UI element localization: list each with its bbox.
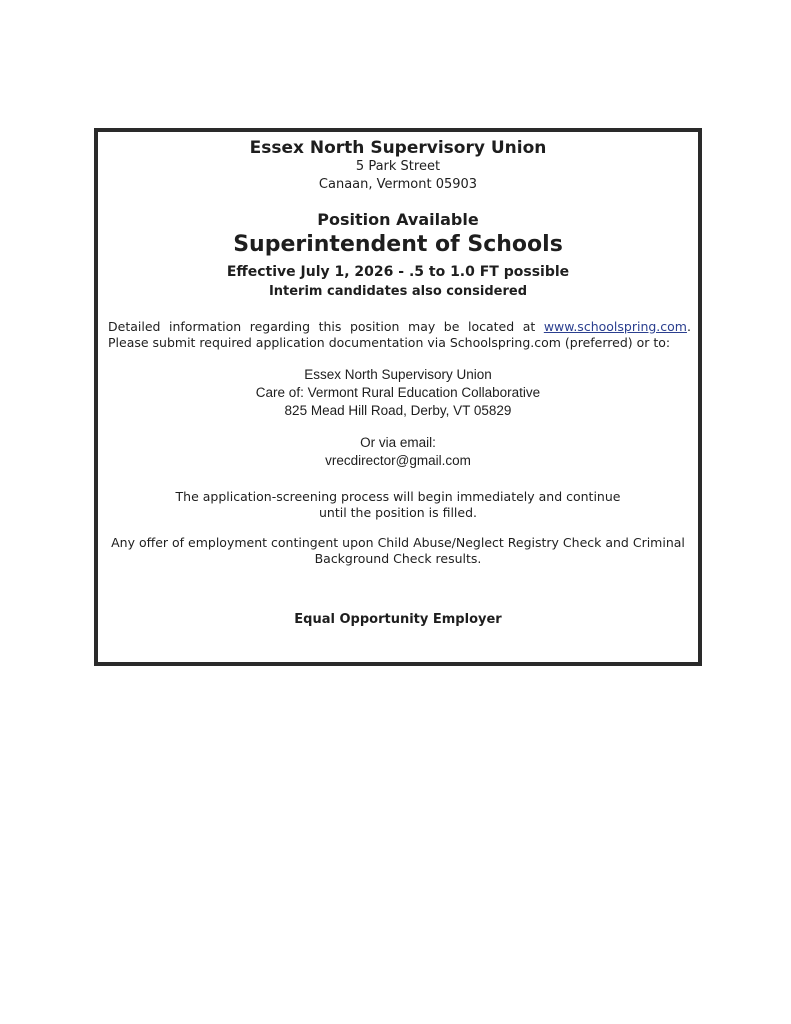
job-posting-box (94, 128, 702, 666)
details-paragraph (108, 319, 691, 351)
details-word: may (408, 319, 436, 334)
address-line-2: Care of: Vermont Rural Education Collaborative (255, 385, 541, 400)
details-word: be (443, 319, 460, 334)
details-line-2: Please submit required application documentation via Schoolspring.com (preferred) or to: (108, 335, 671, 350)
schoolspring-link[interactable]: www.schoolspring.com (543, 319, 687, 334)
details-word: located (467, 319, 515, 334)
schoolspring-link-wrap (544, 319, 691, 335)
screening-notice (98, 489, 698, 520)
org-name: Essex North Supervisory Union (249, 138, 547, 158)
screening-line-2: until the position is filled. (318, 504, 477, 520)
email-contact (98, 434, 698, 470)
details-word: position (349, 319, 400, 334)
equal-opportunity-employer: Equal Opportunity Employer (294, 612, 502, 627)
offer-line-1: Any offer of employment contingent upon Child Abuse/Neglect Registry Check and Criminal (111, 535, 685, 550)
effective-date: Effective July 1, 2026 - .5 to 1.0 FT possible (226, 264, 570, 280)
screening-line-1: The application-screening process will begin immediately and continue (175, 489, 621, 504)
mailing-address (98, 366, 698, 420)
details-line-1 (108, 319, 691, 335)
org-street: 5 Park Street (355, 159, 441, 174)
email-label: Or via email: (360, 435, 436, 450)
address-line-3: 825 Mead Hill Road, Derby, VT 05829 (284, 403, 512, 418)
details-word: this (318, 319, 342, 334)
email-address: vrecdirector@gmail.com (325, 453, 471, 468)
position-available-label: Position Available (317, 210, 479, 229)
details-word: Detailed (108, 319, 161, 334)
offer-notice (98, 535, 698, 566)
interim-note: Interim candidates also considered (268, 284, 528, 299)
job-title: Superintendent of Schools (233, 232, 563, 257)
address-line-1: Essex North Supervisory Union (304, 367, 492, 382)
details-word: at (522, 319, 536, 334)
link-suffix: . (686, 319, 691, 334)
details-word: regarding (249, 319, 311, 334)
org-city-state-zip: Canaan, Vermont 05903 (318, 177, 478, 192)
offer-line-2: Background Check results. (314, 550, 482, 566)
details-word: information (169, 319, 242, 334)
